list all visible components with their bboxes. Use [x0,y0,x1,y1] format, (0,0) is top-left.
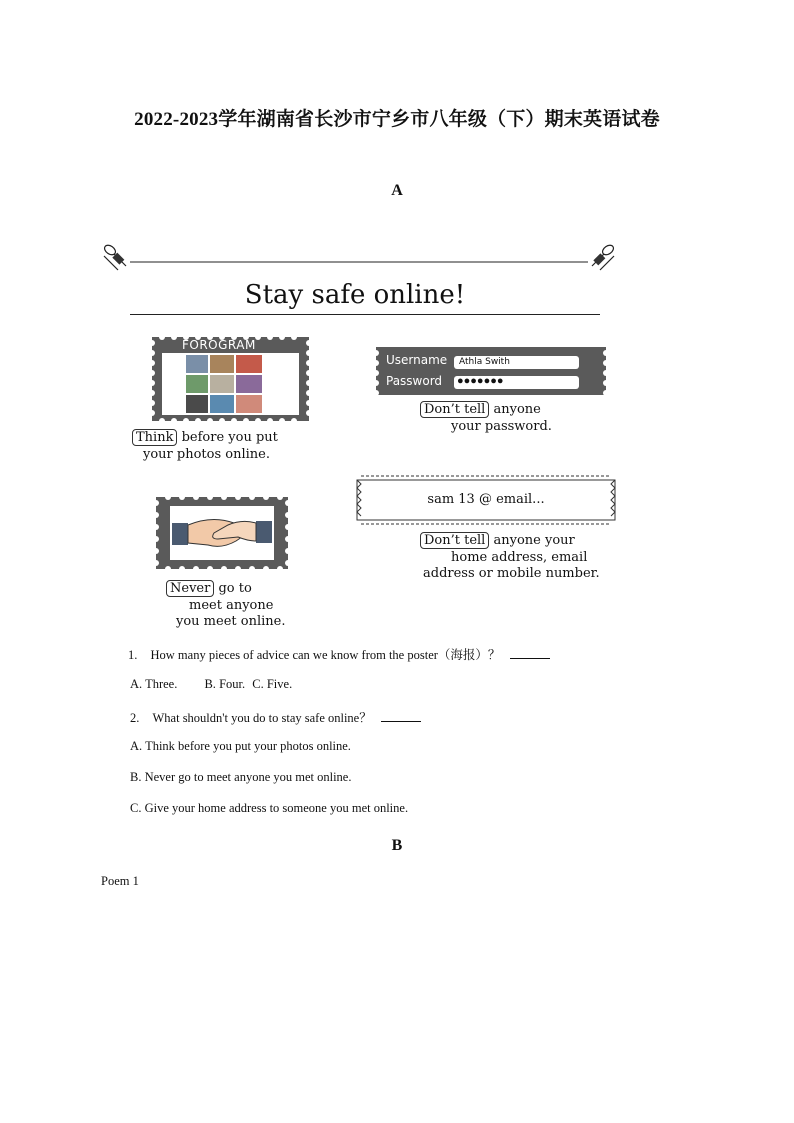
question-number: 2. [130,711,140,725]
password-label: Password [386,374,443,388]
question-2 [130,708,421,726]
tip-keyword: Don’t tell [420,532,489,549]
poster-title: Stay safe online! [244,280,466,310]
poster-title-underline [130,314,600,315]
option-text[interactable]: Four. [219,677,246,691]
username-value: Athla Swith [459,357,510,367]
tip-line3: you meet online. [176,614,286,629]
question-2-option-a[interactable] [130,739,351,754]
answer-blank[interactable] [381,709,421,722]
handshake-stamp [152,493,292,573]
tip-line2: your photos online. [143,447,270,462]
option-letter: A. [130,739,143,753]
option-text: Give your home address to someone you met online. [144,801,409,815]
poem-label: Poem 1 [101,874,139,888]
tip-line2: your password. [451,419,552,434]
tip-keyword: Don’t tell [420,401,489,418]
tip-think [132,430,278,446]
photo-stamp [148,333,313,425]
photo-app-label: FOROGRAM [182,338,256,352]
tip-line1: before you put [181,430,278,445]
option-letter: C. [252,677,264,691]
photo-collage [186,355,262,413]
login-stamp [372,345,610,397]
tip-line2: meet anyone [189,598,274,613]
poster-string [98,240,618,280]
pushpin-left-icon [103,243,126,270]
tip-dont-tell-address [420,533,575,549]
question-text: What shouldn't you do to stay safe online？ [152,711,372,725]
tip-never [166,581,252,597]
option-letter: A. [130,677,143,691]
option-text: Never go to meet anyone you met online. [144,770,352,784]
pushpin-right-icon [592,243,615,270]
username-label: Username [386,353,448,367]
question-number: 1. [128,648,138,662]
email-value: sam 13 @ email... [427,492,545,507]
option-letter: B. [204,677,216,691]
option-text[interactable]: Three. [145,677,178,691]
question-2-option-c[interactable] [130,801,408,816]
question-1-options [130,677,292,692]
tip-line3: address or mobile number. [423,566,600,581]
tip-line1: go to [218,581,252,596]
email-stamp [355,474,617,526]
tip-line1: anyone your [493,533,575,548]
tip-keyword: Think [132,429,177,446]
tip-line2: home address, email [451,550,588,565]
option-letter: B. [130,770,142,784]
question-2-option-b[interactable] [130,770,351,785]
exam-title: 2022-2023学年湖南省长沙市宁乡市八年级（下）期末英语试卷 [134,109,660,130]
tip-line1: anyone [493,402,541,417]
tip-keyword: Never [166,580,214,597]
question-1 [128,645,550,663]
tip-dont-tell-password [420,402,541,418]
option-text[interactable]: Five. [266,677,293,691]
answer-blank[interactable] [510,646,550,659]
option-letter: C. [130,801,142,815]
section-a-heading: A [391,182,403,199]
handshake-icon [152,493,292,573]
section-b-heading: B [391,837,403,854]
option-text: Think before you put your photos online. [145,739,351,753]
question-text: How many pieces of advice can we know from the poster（海报）？ [150,648,501,662]
password-value: ●●●●●●● [457,375,504,387]
